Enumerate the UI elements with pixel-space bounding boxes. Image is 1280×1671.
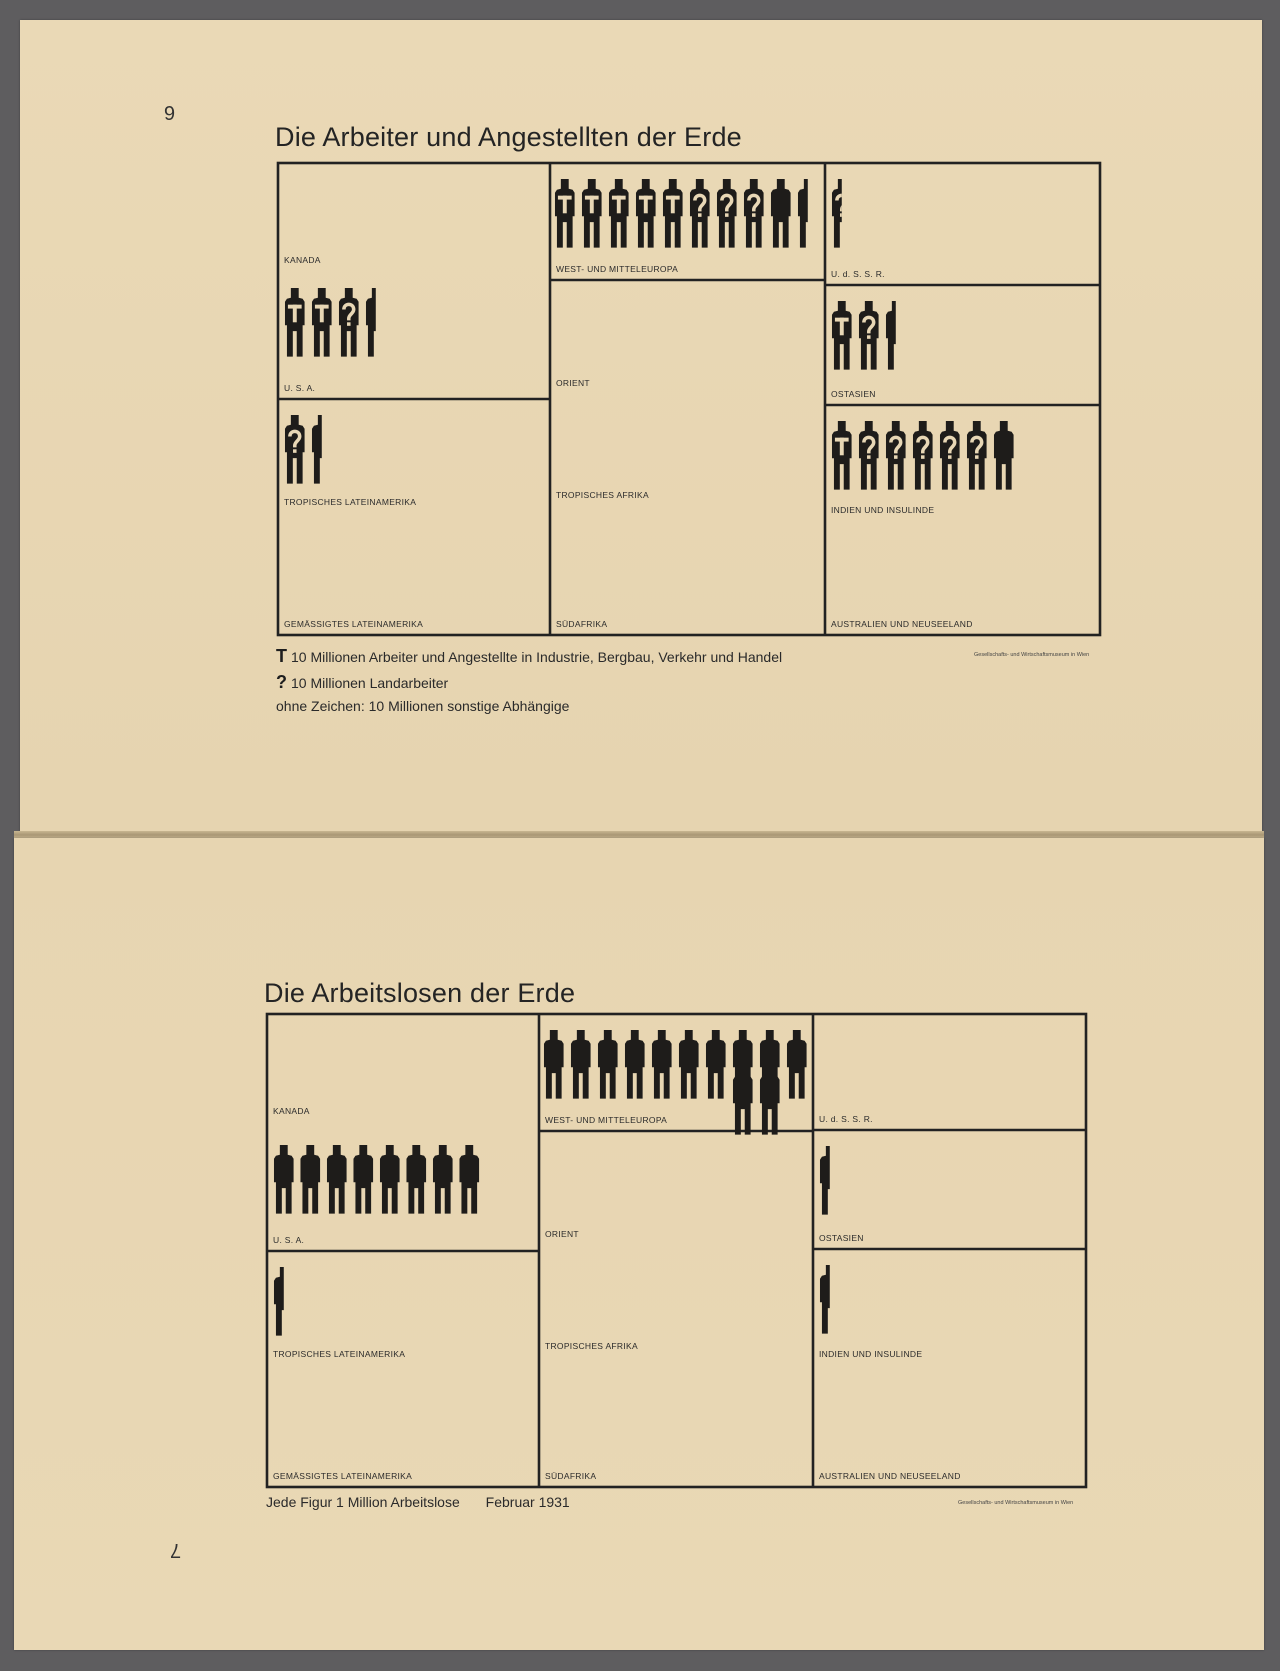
region-label-u-d-s-s-r: U. d. S. S. R. xyxy=(819,1114,873,1124)
agriculture-figure-ostasien xyxy=(859,301,879,370)
unemployed-figure-west-und-mitteleuropa xyxy=(571,1030,591,1099)
agriculture-figure-indien-und-insulinde xyxy=(940,421,960,490)
region-label-orient: ORIENT xyxy=(545,1229,579,1239)
legend-other xyxy=(276,698,782,714)
region-label-ostasien: OSTASIEN xyxy=(831,389,876,399)
region-label-kanada: KANADA xyxy=(284,255,321,265)
region-label-indien-und-insulinde: INDIEN UND INSULINDE xyxy=(819,1349,923,1359)
region-label-indien-und-insulinde: INDIEN UND INSULINDE xyxy=(831,505,935,515)
unemployed-figure-u-s-a xyxy=(433,1145,453,1214)
region-label-australien-und-neuseeland: AUSTRALIEN UND NEUSEELAND xyxy=(819,1471,961,1481)
unemployed-figure-u-s-a xyxy=(380,1145,400,1214)
unemployed-figure-u-s-a xyxy=(459,1145,479,1214)
industry-figure-icon: T xyxy=(276,646,287,666)
region-label-west-und-mitteleuropa: WEST- UND MITTELEUROPA xyxy=(556,264,679,274)
unemployed-figure-west-und-mitteleuropa xyxy=(706,1030,726,1099)
agriculture-figure-west-und-mitteleuropa xyxy=(717,179,737,248)
other-figure-u-s-a xyxy=(366,288,386,357)
other-figure-west-und-mitteleuropa xyxy=(798,179,818,248)
region-label-ostasien: OSTASIEN xyxy=(819,1233,864,1243)
unemployed-figure-indien-und-insulinde xyxy=(820,1265,840,1334)
region-label-kanada: KANADA xyxy=(273,1106,310,1116)
region-label-gem-ssigtes-lateinamerika: GEMÄSSIGTES LATEINAMERIKA xyxy=(284,619,424,629)
page-number-top: 6 xyxy=(164,101,176,123)
unemployed-figure-west-und-mitteleuropa xyxy=(598,1030,618,1099)
footer-date: Februar 1931 xyxy=(485,1494,570,1510)
region-label-australien-und-neuseeland: AUSTRALIEN UND NEUSEELAND xyxy=(831,619,973,629)
chart-footer xyxy=(266,1494,592,1510)
chart-title-workers: Die Arbeiter und Angestellten der Erde xyxy=(275,122,742,152)
unemployed-figure-ostasien xyxy=(820,1146,840,1215)
industry-figure-u-s-a xyxy=(285,288,305,357)
agriculture-figure-tropisches-lateinamerika xyxy=(285,415,305,484)
region-label-u-s-a: U. S. A. xyxy=(284,383,316,393)
other-figure-indien-und-insulinde xyxy=(994,421,1014,490)
unemployed-figure-u-s-a xyxy=(353,1145,373,1214)
workers-pictogram-chart xyxy=(270,155,1110,645)
other-figure-west-und-mitteleuropa xyxy=(771,179,791,248)
other-figure-tropisches-lateinamerika xyxy=(312,415,332,484)
legend-agriculture-label: 10 Millionen Landarbeiter xyxy=(291,674,449,691)
industry-figure-west-und-mitteleuropa xyxy=(582,179,602,248)
region-label-u-s-a: U. S. A. xyxy=(273,1235,305,1245)
industry-figure-ostasien xyxy=(832,301,852,370)
region-label-s-dafrika: SÜDAFRIKA xyxy=(556,619,608,629)
agriculture-figure-west-und-mitteleuropa xyxy=(744,179,764,248)
unemployed-pictogram-chart xyxy=(260,1007,1100,1497)
footer-unit: Jede Figur 1 Million Arbeitslose xyxy=(266,1494,460,1510)
region-label-tropisches-afrika: TROPISCHES AFRIKA xyxy=(556,490,649,500)
industry-figure-west-und-mitteleuropa xyxy=(636,179,656,248)
legend xyxy=(276,646,782,719)
unemployed-figure-u-s-a xyxy=(300,1145,320,1214)
unemployed-figure-west-und-mitteleuropa xyxy=(625,1030,645,1099)
industry-figure-west-und-mitteleuropa xyxy=(609,179,629,248)
unemployed-figure-u-s-a xyxy=(406,1145,426,1214)
unemployed-figure-u-s-a xyxy=(327,1145,347,1214)
industry-figure-west-und-mitteleuropa xyxy=(555,179,575,248)
other-figure-ostasien xyxy=(886,301,906,370)
legend-other-label: ohne Zeichen: 10 Millionen sonstige Abhängige xyxy=(276,698,570,714)
legend-industry-label: 10 Millionen Arbeiter und Angestellte in Industrie, Bergbau, Verkehr und Handel xyxy=(291,648,783,665)
region-label-s-dafrika: SÜDAFRIKA xyxy=(545,1471,597,1481)
region-label-gem-ssigtes-lateinamerika: GEMÄSSIGTES LATEINAMERIKA xyxy=(273,1471,413,1481)
region-label-tropisches-lateinamerika: TROPISCHES LATEINAMERIKA xyxy=(284,497,417,507)
credit-top: Gesellschafts- und Wirtschaftsmuseum in Wien xyxy=(974,652,1090,658)
region-label-tropisches-afrika: TROPISCHES AFRIKA xyxy=(545,1341,638,1351)
agriculture-figure-indien-und-insulinde xyxy=(886,421,906,490)
agriculture-figure-indien-und-insulinde xyxy=(859,421,879,490)
region-label-tropisches-lateinamerika: TROPISCHES LATEINAMERIKA xyxy=(273,1349,406,1359)
unemployed-figure-tropisches-lateinamerika xyxy=(274,1267,294,1336)
agriculture-figure-indien-und-insulinde xyxy=(967,421,987,490)
unemployed-figure-west-und-mitteleuropa xyxy=(787,1030,807,1099)
unemployed-figure-u-s-a xyxy=(274,1145,294,1214)
agriculture-figure-icon: ? xyxy=(276,672,287,692)
credit-bottom: Gesellschafts- und Wirtschaftsmuseum in Wien xyxy=(958,1500,1074,1506)
legend-industry xyxy=(276,646,782,667)
region-label-u-d-s-s-r: U. d. S. S. R. xyxy=(831,269,885,279)
unemployed-figure-west-und-mitteleuropa xyxy=(544,1030,564,1099)
industry-figure-indien-und-insulinde xyxy=(832,421,852,490)
region-label-orient: ORIENT xyxy=(556,378,590,388)
region-label-west-und-mitteleuropa: WEST- UND MITTELEUROPA xyxy=(545,1115,668,1125)
agriculture-figure-u-d-s-s-r xyxy=(832,179,852,248)
unemployed-figure-west-und-mitteleuropa xyxy=(679,1030,699,1099)
legend-agriculture xyxy=(276,672,782,693)
chart-title-unemployed: Die Arbeitslosen der Erde xyxy=(264,978,576,1008)
agriculture-figure-u-s-a xyxy=(339,288,359,357)
industry-figure-u-s-a xyxy=(312,288,332,357)
page-number-bottom: 7 xyxy=(170,1539,182,1561)
agriculture-figure-west-und-mitteleuropa xyxy=(690,179,710,248)
industry-figure-west-und-mitteleuropa xyxy=(663,179,683,248)
unemployed-figure-west-und-mitteleuropa xyxy=(652,1030,672,1099)
agriculture-figure-indien-und-insulinde xyxy=(913,421,933,490)
